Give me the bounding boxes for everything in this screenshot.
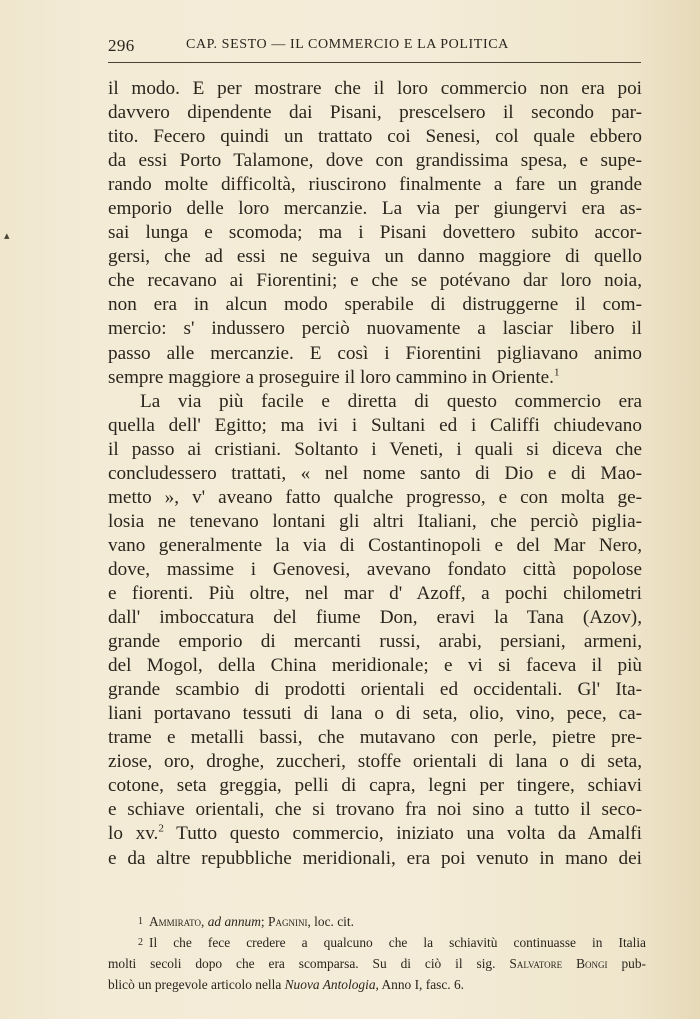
text-line: il passo ai cristiani. Soltanto i Veneti, i quali si diceva che	[108, 438, 642, 460]
footnote-text: blicò un pregevole articolo nella	[108, 977, 285, 992]
footnote-ref-1: 1	[553, 366, 560, 379]
footnote-text: , Anno I, fasc. 6.	[375, 977, 465, 992]
footnote-text: , loc. cit.	[307, 914, 354, 929]
paragraph-first-line: La via più facile e diretta di questo commercio era	[140, 390, 642, 412]
text-line: dove, massime i Genovesi, avevano fondato città popolose	[108, 558, 642, 580]
footnote-text: molti secoli dopo che era scomparsa. Su di ciò il sig.	[108, 956, 510, 971]
text-line: il modo. E per mostrare che il loro commercio non era poi	[108, 78, 642, 99]
header-rule	[108, 62, 641, 63]
text-line: gersi, che ad essi ne seguiva un danno maggiore di quello	[108, 246, 642, 268]
text-line: trame e metalli bassi, che mutavano con perle, pietre pre-	[108, 727, 642, 749]
text-line: grande scambio di prodotti orientali ed occidentali. Gl' Ita-	[108, 679, 642, 701]
text-line: e schiave orientali, che si trovano fra noi sino a tutto il seco-	[108, 799, 642, 821]
text-line: losia ne tenevano lontani gli altri Italiani, che perciò piglia-	[108, 510, 642, 532]
text-line: non era in alcun modo sperabile di distruggerne il com-	[108, 294, 642, 316]
text-line-content: lo xv.	[108, 823, 159, 845]
running-title: CAP. SESTO — IL COMMERCIO E LA POLITICA	[186, 37, 509, 52]
footnote-separator: ;	[260, 914, 268, 929]
text-line: cotone, seta greggia, pelli di capra, legni per tingere, schiavi	[108, 775, 642, 797]
text-line: ziose, oro, droghe, zuccheri, stoffe orientali di lana o di seta,	[108, 751, 642, 773]
footnote-ref-2: 2	[158, 823, 164, 836]
text-line: e da altre repubbliche meridionali, era poi venuto in mano dei	[108, 847, 642, 869]
footnotes	[108, 911, 646, 995]
text-line: dall' imboccatura del fiume Don, eravi la Tana (Azov),	[108, 607, 642, 629]
text-line: concludessero trattati, « nel nome santo di Dio e di Mao-	[108, 462, 642, 484]
margin-mark: ▴	[4, 229, 10, 242]
text-line: che recavano ai Fiorentini; e che se potévano dar loro noia,	[108, 270, 642, 292]
footnote-marker: 2	[138, 937, 143, 948]
footnote-2-line	[108, 974, 646, 995]
page-number: 296	[108, 36, 135, 55]
footnote-author: Ammirato	[149, 914, 202, 929]
text-line: del Mogol, della China meridionale; e vi si faceva il più	[108, 655, 642, 677]
footnote-italic: ad annum	[207, 914, 261, 929]
text-line: sai lunga e scomoda; ma i Pisani dovettero subito accor-	[108, 222, 642, 244]
text-line-continuation: Tutto questo commercio, iniziato una volta da Amalfi	[163, 823, 642, 845]
footnote-author: Salvatore Bongi	[509, 956, 608, 971]
body-text	[108, 77, 642, 871]
footnote-text: pub-	[607, 956, 646, 971]
text-line: emporio delle loro mercanzie. La via per giungervi era as-	[108, 198, 642, 220]
footnote-separator: ,	[201, 914, 208, 929]
text-line: grande emporio di mercanti russi, arabi, persiani, armeni,	[108, 631, 642, 653]
footnote-text: Il che fece credere a qualcuno che la schiavitù continuasse in Italia	[149, 935, 646, 950]
text-line-with-footnote	[108, 822, 642, 846]
footnote-2	[108, 932, 646, 953]
text-line: rando molte difficoltà, riuscirono finalmente a fare un grande	[108, 174, 642, 196]
text-line: vano generalmente la via di Costantinopoli e del Mar Nero,	[108, 534, 642, 556]
footnote-marker: 1	[138, 916, 143, 927]
text-line: liani portavano tessuti di lana o di seta, olio, vino, pece, ca-	[108, 703, 642, 725]
footnote-italic: Nuova Antologia	[284, 977, 376, 992]
text-line: e fiorenti. Più oltre, nel mar d' Azoff, a pochi chilometri	[108, 582, 642, 604]
text-line: passo alle mercanzie. E così i Fiorentini pigliavano animo	[108, 342, 642, 364]
text-line: da essi Porto Talamone, dove con grandissima spesa, e supe-	[108, 150, 642, 172]
running-head	[108, 36, 648, 58]
footnote-2-line	[108, 953, 646, 974]
text-line: davvero dipendente dai Pisani, prescelsero il secondo par-	[108, 102, 642, 124]
footnote-1	[108, 911, 646, 932]
text-line: metto », v' aveano fatto qualche progresso, e con molta ge-	[108, 486, 642, 508]
text-line-content: sempre maggiore a proseguire il loro cammino in Oriente.	[108, 366, 554, 388]
text-line: mercio: s' indussero perciò nuovamente a lasciar libero il	[108, 318, 642, 340]
text-line: tito. Fecero quindi un trattato coi Senesi, col quale ebbero	[108, 126, 642, 148]
text-line-with-footnote	[108, 366, 642, 390]
text-line: quella dell' Egitto; ma ivi i Sultani ed i Califfi chiudevano	[108, 414, 642, 436]
footnote-author: Pagnini	[268, 914, 308, 929]
